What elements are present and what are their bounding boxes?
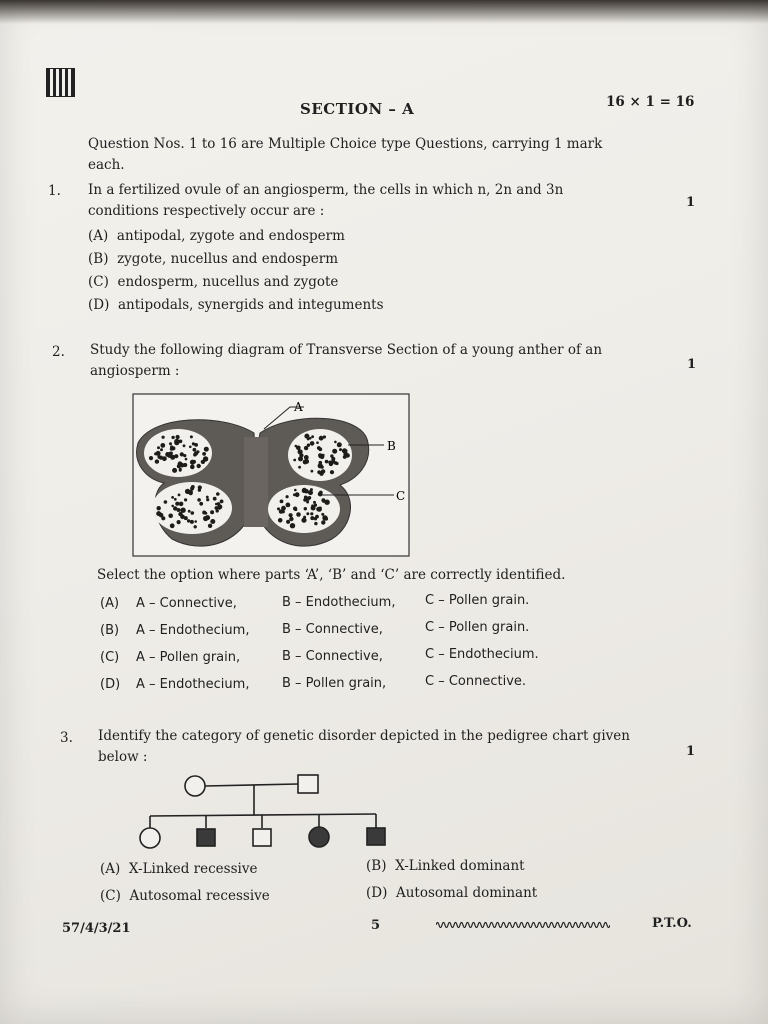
- pollen-grain-dot: [194, 525, 197, 528]
- pollen-grain-dot: [325, 517, 328, 520]
- pollen-grain-dot: [308, 490, 313, 495]
- instructions-line: each.: [88, 157, 125, 173]
- pollen-grain-dot: [188, 510, 191, 513]
- question-3-option-b: [366, 858, 525, 874]
- pollen-grain-dot: [197, 464, 201, 468]
- section-marks-total: 16 × 1 = 16: [606, 94, 695, 110]
- pollen-grain-dot: [171, 496, 174, 499]
- question-1-option-d: [88, 297, 384, 313]
- pollen-grain-dot: [299, 453, 303, 457]
- section-title: SECTION – A: [300, 100, 415, 118]
- pollen-grain-dot: [339, 448, 342, 451]
- pollen-grain-dot: [281, 506, 286, 511]
- pollen-grain-dot: [184, 516, 188, 520]
- question-1-option-a: [88, 228, 345, 244]
- pollen-grain-dot: [197, 498, 201, 502]
- pollen-grain-dot: [324, 500, 329, 505]
- pollen-grain-dot: [174, 439, 179, 444]
- pollen-grain-dot: [174, 454, 178, 458]
- pollen-grain-dot: [189, 446, 192, 449]
- pollen-grain-dot: [294, 489, 297, 492]
- instructions: [88, 134, 602, 176]
- pollen-grain-dot: [206, 496, 209, 499]
- pedigree-lines: [150, 784, 376, 828]
- qr-code-icon: [46, 68, 75, 97]
- pollen-grain-dot: [170, 447, 174, 451]
- pollen-grain-dot: [183, 454, 186, 457]
- pollen-grain-dot: [289, 513, 293, 517]
- pollen-grain-dot: [337, 442, 342, 447]
- pollen-grain-dot: [304, 489, 309, 494]
- pollen-grain-dot: [171, 436, 174, 439]
- pollen-grain-dot: [202, 452, 206, 456]
- pollen-grain-dot: [177, 520, 181, 524]
- q2-option-part-c: C – Connective.: [425, 674, 527, 689]
- pollen-grain-dot: [310, 512, 313, 515]
- pollen-grain-dot: [156, 451, 161, 456]
- pollen-grain-dot: [346, 453, 350, 457]
- q2-option-part-a: A – Pollen grain,: [136, 650, 241, 665]
- pollen-grain-dot: [304, 434, 309, 439]
- question-2-line: Study the following diagram of Transverse Section of a young anther of an: [90, 342, 603, 358]
- pollen-grain-dot: [330, 470, 334, 474]
- pollen-grain-dot: [321, 520, 325, 524]
- pollen-grain-dot: [176, 435, 180, 439]
- pollen-grain-dot: [220, 500, 224, 504]
- option-text: antipodals, synergids and integuments: [117, 297, 384, 313]
- pollen-grain-dot: [325, 460, 329, 464]
- pollen-grain-dot: [168, 514, 173, 519]
- pollen-grain-dot: [321, 513, 324, 516]
- pollen-grain-dot: [190, 435, 193, 438]
- pollen-grain-dot: [164, 500, 168, 504]
- pollen-grain-dot: [311, 470, 314, 473]
- pollen-grain-dot: [191, 511, 195, 515]
- diagram-label-a: A: [294, 400, 303, 414]
- pollen-grain-dot: [293, 459, 296, 462]
- pollen-grain-dot: [304, 455, 309, 460]
- wavy-line: [436, 923, 610, 928]
- q2-option-part-c: C – Pollen grain.: [425, 620, 530, 635]
- pollen-grain-dot: [304, 496, 307, 499]
- diagram-label-c: C: [396, 489, 406, 503]
- question-2-text: [90, 340, 602, 382]
- question-2-number: 2.: [52, 344, 65, 360]
- question-3-option-d: [366, 885, 537, 901]
- pollen-grain-dot: [215, 506, 219, 510]
- option-label: (B): [88, 251, 109, 267]
- q2-option-part-a: A – Endothecium,: [136, 677, 250, 692]
- option-text: Autosomal recessive: [129, 888, 270, 904]
- pollen-grain-dot: [189, 490, 193, 494]
- question-1-option-c: [88, 274, 338, 290]
- pollen-grain-dot: [304, 507, 307, 510]
- option-text: Autosomal dominant: [395, 885, 538, 901]
- pollen-grain-dot: [304, 446, 308, 450]
- option-label: (B): [366, 858, 387, 874]
- pollen-grain-dot: [178, 494, 181, 497]
- pollen-grain-dot: [179, 502, 184, 507]
- pollen-grain-dot: [149, 456, 153, 460]
- pollen-grain-dot: [160, 448, 163, 451]
- pollen-grain-dot: [317, 507, 322, 512]
- q2-option-part-b: B – Pollen grain,: [282, 676, 387, 691]
- pollen-grain-dot: [314, 522, 317, 525]
- sibship-line: [150, 814, 376, 816]
- pollen-grain-dot: [192, 460, 196, 464]
- pollen-grain-dot: [278, 518, 283, 523]
- pollen-grain-dot: [177, 508, 181, 512]
- q2-option-part-c: C – Endothecium.: [425, 647, 539, 662]
- pollen-grain-dot: [319, 436, 324, 441]
- pollen-grain-dot: [313, 501, 316, 504]
- option-label: (D): [366, 885, 388, 901]
- pollen-grain-dot: [213, 497, 217, 501]
- pollen-grain-dot: [162, 436, 165, 439]
- child-male-affected: [367, 828, 385, 845]
- pollen-grain-dot: [315, 515, 319, 519]
- option-label: (C): [88, 274, 109, 290]
- pollen-grain-dot: [210, 519, 215, 524]
- pollen-grain-dot: [286, 520, 290, 524]
- pollen-grain-dot: [318, 492, 323, 497]
- pollen-grain-dot: [187, 519, 190, 522]
- question-3-text: [98, 726, 630, 768]
- pollen-grain-dot: [184, 498, 187, 501]
- pollen-grain-dot: [286, 495, 289, 498]
- pollen-grain-dot: [318, 447, 322, 451]
- pollen-grain-dot: [159, 456, 163, 460]
- q2-option-part-b: B – Endothecium,: [282, 595, 396, 610]
- pollen-grain-dot: [294, 508, 297, 511]
- question-1-marks: 1: [686, 195, 696, 210]
- question-3-line: below :: [98, 749, 148, 765]
- pollen-grain-dot: [296, 512, 301, 517]
- question-3-option-c: [100, 888, 270, 904]
- q2-option-part-a: A – Connective,: [136, 596, 237, 611]
- pto-label: P.T.O.: [652, 916, 692, 931]
- pollen-grain-dot: [190, 465, 195, 470]
- pollen-grain-dot: [183, 444, 186, 447]
- pollen-grain-dot: [216, 492, 220, 496]
- pollen-grain-dot: [157, 446, 160, 449]
- pollen-grain-dot: [157, 506, 161, 510]
- pollen-grain-dot: [194, 451, 198, 455]
- wavy-divider-icon: [436, 919, 610, 931]
- option-text: X-Linked recessive: [128, 861, 258, 877]
- option-label: (C): [100, 888, 121, 904]
- pollen-grain-dot: [310, 516, 314, 520]
- pollen-grain-dot: [169, 442, 172, 445]
- pollen-grain-dot: [204, 512, 207, 515]
- question-3-marks: 1: [686, 744, 696, 759]
- q2-option-label: (D): [100, 677, 121, 692]
- pollen-grain-dot: [208, 524, 212, 528]
- child-male-affected: [197, 829, 215, 846]
- question-2-marks: 1: [687, 357, 697, 372]
- pollen-grain-dot: [193, 448, 197, 452]
- pollen-grain-dot: [203, 516, 208, 521]
- pollen-grain-dot: [329, 462, 333, 466]
- pollen-grain-dot: [198, 488, 201, 491]
- pollen-grain-dot: [175, 502, 179, 506]
- pollen-grain-dot: [280, 500, 284, 504]
- pollen-grain-dot: [160, 443, 165, 448]
- pollen-grain-dot: [194, 520, 197, 523]
- question-1-line: In a fertilized ovule of an angiosperm, the cells in which n, 2n and 3n: [88, 182, 564, 198]
- pollen-grain-dot: [335, 462, 338, 465]
- marriage-line: [205, 784, 298, 786]
- pollen-grain-dot: [202, 461, 205, 464]
- pollen-grain-dot: [330, 454, 333, 457]
- anther-connective-tissue: [244, 437, 268, 527]
- pollen-grain-dot: [289, 517, 293, 521]
- pollen-grain-dot: [171, 505, 174, 508]
- pollen-grain-dot: [344, 449, 347, 452]
- pollen-grain-dot: [306, 501, 309, 504]
- pollen-grain-dot: [310, 441, 315, 446]
- question-1-number: 1.: [48, 183, 61, 199]
- pollen-grain-dot: [298, 466, 301, 469]
- page-number: 5: [371, 918, 381, 933]
- paper-code: 57/4/3/21: [62, 921, 131, 936]
- child-female-unaffected: [140, 828, 160, 848]
- pollen-grain-dot: [316, 441, 319, 444]
- pollen-grain-dot: [169, 452, 173, 456]
- option-label: (A): [100, 861, 121, 877]
- q2-option-label: (A): [100, 596, 120, 611]
- question-2-prompt: Select the option where parts ‘A’, ‘B’ and ‘C’ are correctly identified.: [97, 567, 566, 583]
- question-3-line: Identify the category of genetic disorder depicted in the pedigree chart given: [98, 728, 630, 744]
- option-text: X-Linked dominant: [395, 858, 525, 874]
- pollen-grain-dot: [206, 498, 209, 501]
- pollen-grain-dot: [318, 463, 323, 468]
- pollen-grain-dot: [155, 459, 159, 463]
- parent-female-unaffected: [185, 776, 205, 796]
- q2-option-label: (C): [100, 650, 120, 665]
- pollen-grain-dot: [191, 485, 195, 489]
- question-1-option-b: [88, 251, 338, 267]
- pollen-grain-dot: [178, 461, 183, 466]
- q2-option-part-a: A – Endothecium,: [136, 623, 250, 638]
- diagram-label-b: B: [387, 439, 396, 453]
- question-3-option-a: [100, 861, 257, 877]
- pollen-grain-dot: [199, 502, 203, 506]
- pollen-grain-dot: [170, 523, 175, 528]
- pollen-grain-dot: [161, 516, 165, 520]
- question-2-line: angiosperm :: [90, 363, 180, 379]
- pollen-grain-dot: [303, 460, 308, 465]
- pollen-grain-dot: [303, 516, 306, 519]
- parent-male-unaffected: [298, 775, 318, 793]
- child-male-unaffected: [253, 829, 271, 846]
- pollen-grain-dot: [174, 498, 177, 501]
- pollen-grain-dot: [210, 510, 214, 514]
- q2-option-label: (B): [100, 623, 120, 638]
- pollen-grain-dot: [218, 507, 221, 510]
- q2-option-part-c: C – Pollen grain.: [425, 593, 530, 608]
- option-text: antipodal, zygote and endosperm: [116, 228, 345, 244]
- pollen-grain-dot: [306, 512, 309, 515]
- pollen-grain-dot: [296, 446, 301, 451]
- pollen-grain-dot: [172, 468, 177, 473]
- pollen-grain-dot: [332, 449, 337, 454]
- q2-option-part-b: B – Connective,: [282, 649, 383, 664]
- instructions-line: Question Nos. 1 to 16 are Multiple Choice type Questions, carrying 1 mark: [88, 136, 603, 152]
- anther-transverse-section-diagram: [132, 393, 412, 559]
- pollen-grain-dot: [293, 493, 296, 496]
- pollen-grain-dot: [179, 469, 182, 472]
- pollen-grain-dot: [204, 447, 209, 452]
- pollen-grain-dot: [185, 458, 188, 461]
- option-text: endosperm, nucellus and zygote: [117, 274, 339, 290]
- pollen-grain-dot: [286, 503, 291, 508]
- page-edge-shadow: [0, 0, 768, 24]
- pollen-grain-dot: [307, 438, 310, 441]
- question-1-text: [88, 180, 563, 222]
- pollen-grain-dot: [321, 469, 325, 473]
- q2-option-part-b: B – Connective,: [282, 622, 383, 637]
- option-label: (D): [88, 297, 110, 313]
- pollen-grain-dot: [290, 523, 295, 528]
- option-text: zygote, nucellus and endosperm: [117, 251, 338, 267]
- question-3-number: 3.: [60, 730, 73, 746]
- pollen-grain-dot: [311, 435, 314, 438]
- child-female-affected: [309, 827, 329, 847]
- pollen-grain-dot: [194, 443, 198, 447]
- question-1-line: conditions respectively occur are :: [88, 203, 325, 219]
- pollen-grain-dot: [314, 504, 317, 507]
- pedigree-chart: [130, 770, 400, 852]
- pollen-grain-dot: [322, 454, 325, 457]
- pollen-grain-dot: [190, 520, 194, 524]
- pollen-grain-dot: [217, 502, 221, 506]
- option-label: (A): [88, 228, 109, 244]
- pollen-grain-dot: [334, 441, 337, 444]
